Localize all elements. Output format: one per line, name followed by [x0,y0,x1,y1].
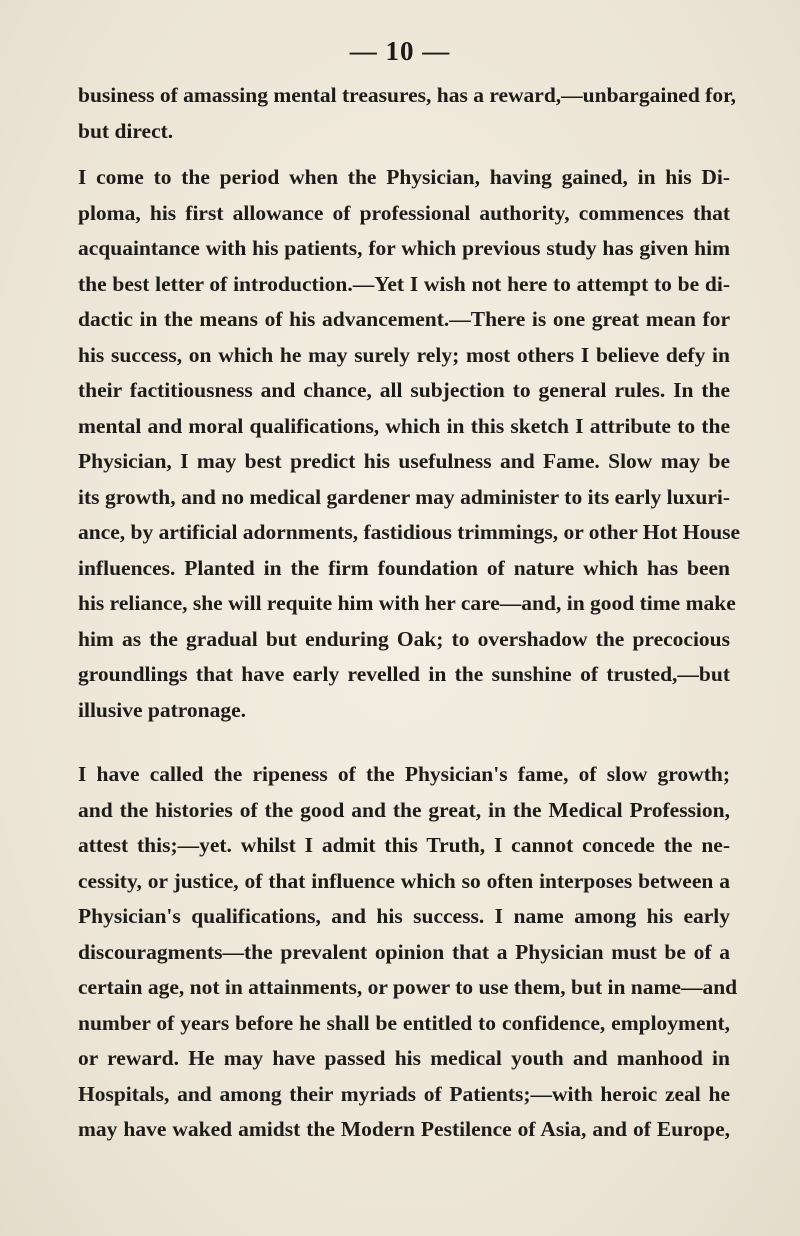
text-line: their factitiousness and chance, all subjection to general rules. In the [78,378,730,402]
text-line: groundlings that have early revelled in the sunshine of trusted,—but [78,662,730,686]
paragraph-2 [78,160,741,728]
paragraph-1 [78,78,737,149]
text-line: the best letter of introduction.—Yet I wish not here to attempt to be di- [78,271,730,296]
text-line: illusive patronage. [78,697,247,722]
text-line: I come to the period when the Physician, having gained, in his Di- [78,165,730,189]
text-line: may have waked amidst the Modern Pestilence of Asia, and of Europe, [78,1117,730,1141]
text-line: or reward. He may have passed his medical youth and manhood in [78,1046,730,1070]
text-line: cessity, or justice, of that influence which so often interposes between a [78,868,730,893]
text-line: his success, on which he may surely rely; most others I believe defy in [78,342,730,367]
text-line: mental and moral qualifications, which in this sketch I attribute to the [78,413,730,438]
text-line: and the histories of the good and the great, in the Medical Profession, [78,797,730,822]
text-line: ance, by artificial adornments, fastidious trimmings, or other Hot House [78,520,741,544]
text-line: but direct. [78,118,174,143]
text-line: business of amassing mental treasures, has a reward,—unbargained for, [78,83,737,107]
text-line: influences. Planted in the firm foundation of nature which has been [78,555,730,580]
text-line: his reliance, she will requite him with her care—and, in good time make [78,591,736,615]
text-line: discouragments—the prevalent opinion that a Physician must be of a [78,939,730,964]
paragraph-3 [78,757,738,1148]
text-line: dactic in the means of his advancement.—There is one great mean for [78,307,730,331]
text-line: I have called the ripeness of the Physician's fame, of slow growth; [78,762,730,786]
text-line: its growth, and no medical gardener may administer to its early luxuri- [78,484,730,509]
page-number-header: — 10 — [349,36,451,66]
text-line: Physician's qualifications, and his success. I name among his early [78,904,730,928]
text-line: attest this;—yet. whilst I admit this Truth, I cannot concede the ne- [78,833,730,857]
text-line: ploma, his first allowance of professional authority, commences that [78,200,730,225]
text-line: certain age, not in attainments, or power to use them, but in name—and [78,975,738,999]
text-line: him as the gradual but enduring Oak; to overshadow the precocious [78,626,730,651]
text-line: number of years before he shall be entitled to confidence, employment, [78,1010,730,1035]
text-line: Physician, I may best predict his usefulness and Fame. Slow may be [78,449,730,473]
text-line: Hospitals, and among their myriads of Patients;—with heroic zeal he [78,1081,730,1106]
text-line: acquaintance with his patients, for which previous study has given him [78,236,730,260]
